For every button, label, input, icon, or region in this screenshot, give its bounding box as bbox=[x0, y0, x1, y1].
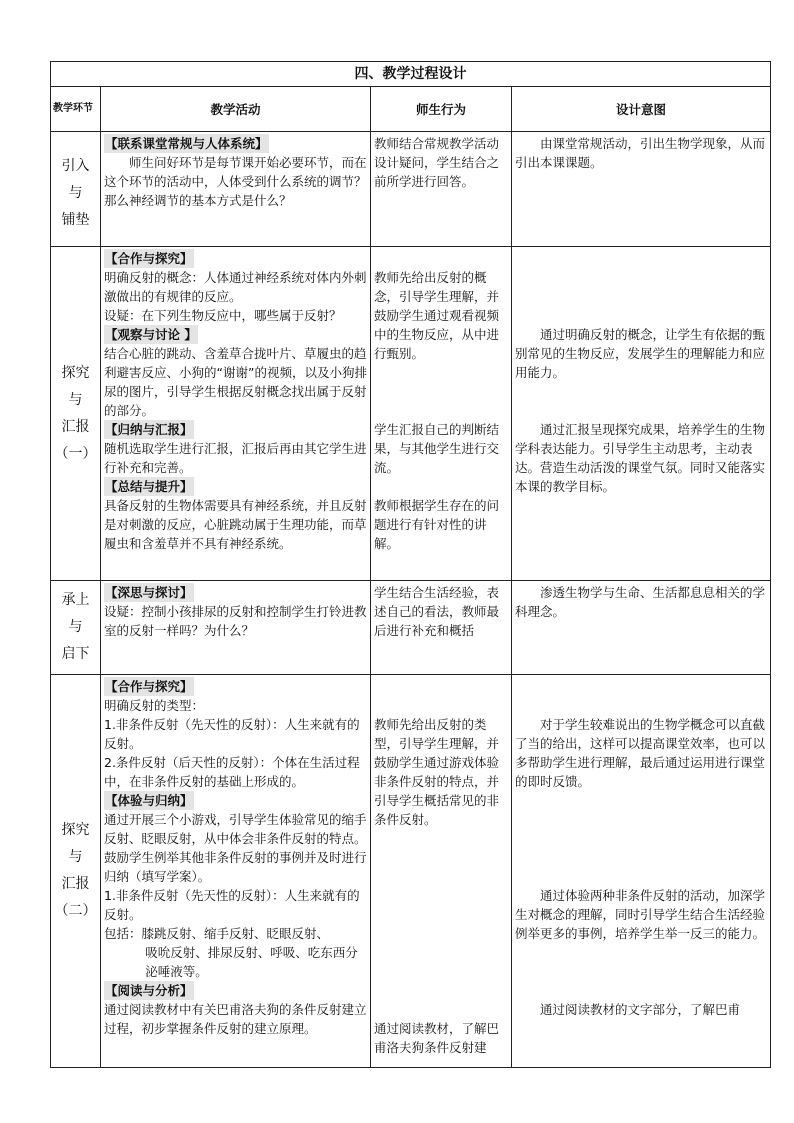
activity-tag: 【体验与归纳】 bbox=[105, 793, 193, 808]
activity-tag: 【阅读与分析】 bbox=[105, 983, 193, 998]
behavior-text: 教师先给出反射的概念，引导学生理解，并鼓励学生通过观看视频中的生物反应，从中进行甄别。 bbox=[374, 270, 500, 361]
activity-text: 设疑：在下列生物反应中，哪些属于反射？ bbox=[104, 308, 342, 323]
header-activity: 教学活动 bbox=[101, 87, 371, 132]
activity-text: 设疑：控制小孩排尿的反射和控制学生打铃进教室的反射一样吗？为什么？ bbox=[104, 604, 367, 638]
behavior-text: 学生汇报自己的判断结果，与其他学生进行交流。 bbox=[374, 422, 500, 475]
activity-tag: 【合作与探究】 bbox=[105, 251, 193, 266]
behavior-text: 通过阅读教材，了解巴甫洛夫狗条件反射建 bbox=[374, 1021, 500, 1055]
phase-label: 承上 bbox=[61, 592, 90, 608]
teaching-process-table bbox=[50, 61, 771, 1068]
activity-text: 明确反射的类型： bbox=[104, 698, 205, 713]
phase-label: 探究 bbox=[61, 364, 90, 381]
lesson-plan-page bbox=[50, 61, 770, 1068]
activity-text: 吸吮反射、排尿反射、呼吸、吃东西分泌唾液等。 bbox=[145, 945, 358, 979]
table-row bbox=[51, 581, 771, 675]
activity-text: 具备反射的生物体需要具有神经系统，并且反射是对刺激的反应，心脏跳动属于生理功能，而草履虫和含羞草并不具有神经系统。 bbox=[104, 498, 367, 551]
header-behavior: 师生行为 bbox=[371, 87, 512, 132]
phase-label: 引入 bbox=[61, 157, 90, 174]
phase-cell bbox=[51, 247, 101, 581]
intent-cell bbox=[512, 247, 771, 581]
table-row bbox=[51, 675, 771, 1068]
behavior-cell bbox=[371, 247, 512, 581]
activity-text: 明确反射的概念：人体通过神经系统对体内外刺激做出的有规律的反应。 bbox=[104, 270, 367, 304]
activity-cell bbox=[101, 675, 371, 1068]
behavior-cell bbox=[371, 581, 512, 675]
activity-tag: 【观察与讨论 】 bbox=[105, 327, 197, 342]
intent-text: 通过汇报呈现探究成果，培养学生的生物学科表达能力。引导学生主动思考，主动表达。营造生动活泼的课堂气氛。同时又能落实本课的教学目标。 bbox=[515, 422, 766, 494]
behavior-text: 教师根据学生存在的问题进行有针对性的讲解。 bbox=[374, 498, 500, 551]
phase-cell bbox=[51, 675, 101, 1068]
activity-cell bbox=[101, 581, 371, 675]
activity-text: 师生问好环节是每节课开始必要环节，而在这个环节的活动中，人体受到什么系统的调节？那么神经调节的基本方式是什么？ bbox=[104, 155, 367, 208]
activity-text: 结合心脏的跳动、含羞草合拢叶片、草履虫的趋利避害反应、小狗的“谢谢”的视频，以及小狗排尿的图片，引导学生根据反射概念找出属于反射的部分。 bbox=[104, 346, 367, 418]
intent-cell bbox=[512, 132, 771, 247]
activity-text: 包括：膝跳反射、缩手反射、眨眼反射、 bbox=[104, 926, 330, 941]
phase-cell bbox=[51, 132, 101, 247]
activity-text: 1.非条件反射（先天性的反射）：人生来就有的反射。 bbox=[104, 717, 360, 751]
behavior-text: 教师结合常规教学活动设计疑问，学生结合之前所学进行回答。 bbox=[374, 136, 500, 189]
activity-tag: 【合作与探究】 bbox=[105, 679, 193, 694]
activity-tag: 【深思与探讨】 bbox=[105, 585, 193, 600]
activity-text: 随机选取学生进行汇报，汇报后再由其它学生进行补充和完善。 bbox=[104, 441, 367, 475]
intent-cell bbox=[512, 581, 771, 675]
activity-text: 2.条件反射（后天性的反射）：个体在生活过程中，在非条件反射的基础上形成的。 bbox=[104, 755, 360, 789]
phase-cell bbox=[51, 581, 101, 675]
phase-label: 汇报 bbox=[61, 876, 90, 892]
behavior-text: 学生结合生活经验，表述自己的看法，教师最后进行补充和概括 bbox=[374, 585, 500, 638]
phase-label: 与 bbox=[68, 849, 83, 865]
intent-text: 通过明确反射的概念，让学生有依据的甄别常见的生物反应，发展学生的理解能力和应用能力。 bbox=[515, 327, 766, 380]
intent-text: 对于学生较难说出的生物学概念可以直截了当的给出，这样可以提高课堂效率，也可以多帮助学生进行理解，最后通过运用进行课堂的即时反馈。 bbox=[515, 717, 766, 789]
activity-text: 通过阅读教材中有关巴甫洛夫狗的条件反射建立过程，初步掌握条件反射的建立原理。 bbox=[104, 1002, 367, 1036]
phase-label: 汇报 bbox=[61, 418, 90, 435]
table-row bbox=[51, 132, 771, 247]
behavior-cell bbox=[371, 132, 512, 247]
phase-label: 与 bbox=[68, 619, 83, 635]
intent-text: 通过阅读教材的文字部分，了解巴甫 bbox=[540, 1002, 741, 1017]
table-row bbox=[51, 247, 771, 581]
phase-label: 与 bbox=[68, 184, 83, 201]
activity-text: 通过开展三个小游戏，引导学生体验常见的缩手反射、眨眼反射，从中体会非条件反射的特点。鼓励学生例举其他非条件反射的事例并及时进行归纳（填写学案）。 bbox=[104, 812, 367, 884]
phase-label: 铺垫 bbox=[61, 211, 90, 228]
activity-tag: 【联系课堂常规与人体系统】 bbox=[105, 136, 268, 151]
activity-text: 1.非条件反射（先天性的反射）：人生来就有的反射。 bbox=[104, 888, 360, 922]
behavior-cell bbox=[371, 675, 512, 1068]
intent-text: 由课堂常规活动，引出生物学现象，从而引出本课课题。 bbox=[515, 136, 766, 170]
table-title: 四、教学过程设计 bbox=[51, 62, 771, 87]
intent-text: 渗透生物学与生命、生活都息息相关的学科理念。 bbox=[515, 585, 766, 619]
activity-cell bbox=[101, 132, 371, 247]
intent-cell bbox=[512, 675, 771, 1068]
phase-label: 启下 bbox=[61, 646, 90, 662]
header-intent: 设计意图 bbox=[512, 87, 771, 132]
activity-tag: 【总结与提升】 bbox=[105, 479, 193, 494]
header-phase: 教学环节 bbox=[51, 87, 101, 132]
intent-text: 通过体验两种非条件反射的活动，加深学生对概念的理解，同时引导学生结合生活经验例举更多的事例，培养学生举一反三的能力。 bbox=[515, 888, 766, 941]
phase-label: （一） bbox=[54, 445, 97, 462]
activity-tag: 【归纳与汇报】 bbox=[105, 422, 193, 437]
behavior-text: 教师先给出反射的类型，引导学生理解，并鼓励学生通过游戏体验非条件反射的特点，并引导学生概括常见的非条件反射。 bbox=[374, 717, 500, 827]
activity-cell bbox=[101, 247, 371, 581]
phase-label: 探究 bbox=[61, 822, 90, 838]
phase-label: 与 bbox=[68, 391, 83, 408]
phase-label: （二） bbox=[54, 903, 97, 919]
